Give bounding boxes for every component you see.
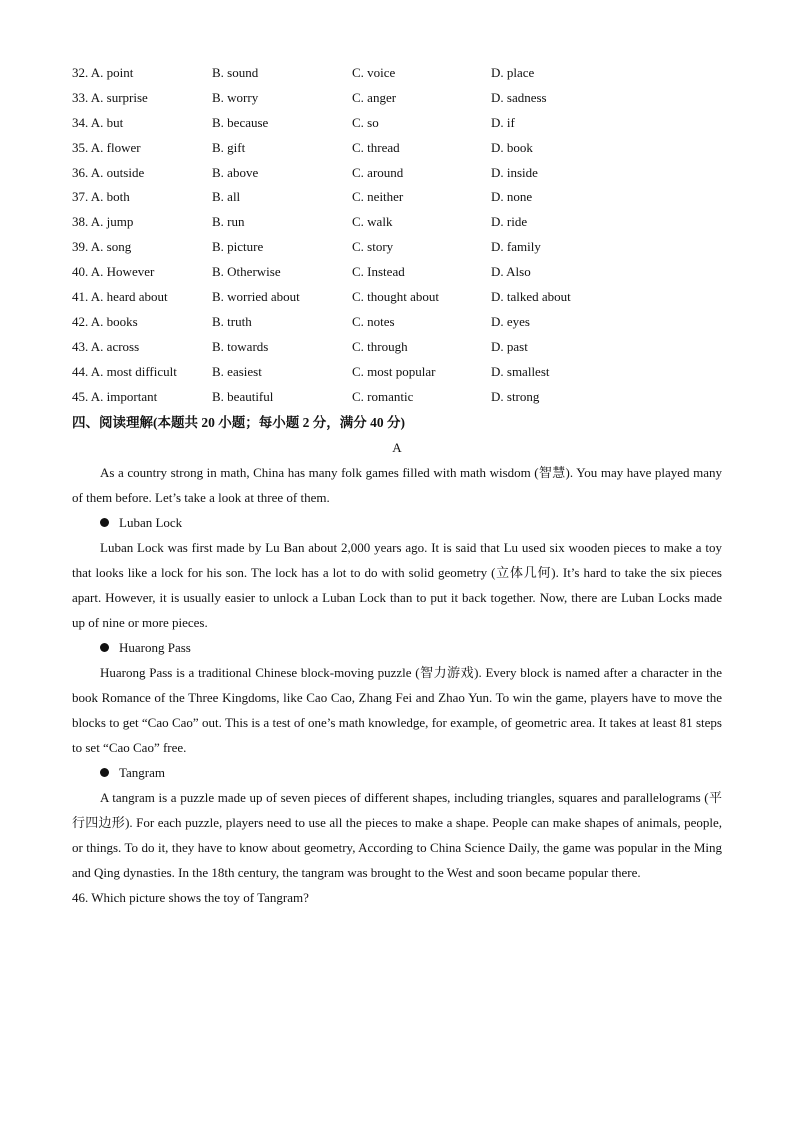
- option-d: D. book: [491, 139, 533, 155]
- luban-heading: [72, 510, 722, 535]
- option-row-40: [72, 260, 732, 285]
- option-row-32: [72, 61, 732, 86]
- option-c: C. anger: [352, 89, 397, 105]
- option-d: D. family: [491, 239, 541, 255]
- option-a: 35. A. flower: [72, 139, 141, 155]
- option-a: 38. A. jump: [72, 214, 134, 230]
- option-row-35: [72, 136, 732, 161]
- option-row-36: [72, 161, 732, 186]
- option-a: 44. A. most difficult: [72, 363, 177, 379]
- option-d: D. smallest: [491, 363, 550, 379]
- option-d: D. sadness: [491, 89, 547, 105]
- option-a: 42. A. books: [72, 313, 138, 329]
- option-a: 36. A. outside: [72, 164, 145, 180]
- option-row-39: [72, 235, 732, 260]
- option-a: 34. A. but: [72, 114, 124, 130]
- bullet-icon: [100, 518, 109, 527]
- option-a: 32. A. point: [72, 65, 134, 80]
- option-b: B. Otherwise: [212, 264, 281, 280]
- option-d: D. none: [491, 189, 533, 205]
- tangram-heading: [72, 760, 722, 785]
- cloze-options-list: [72, 61, 732, 409]
- option-b: B. truth: [212, 313, 252, 329]
- option-c: C. notes: [352, 313, 395, 329]
- option-d: D. ride: [491, 214, 528, 230]
- option-c: C. walk: [352, 214, 393, 230]
- option-a: 33. A. surprise: [72, 89, 148, 105]
- option-b: B. sound: [212, 65, 259, 80]
- option-row-43: [72, 335, 732, 360]
- option-d: D. inside: [491, 164, 538, 180]
- option-b: B. beautiful: [212, 388, 274, 404]
- heading-text: Huarong Pass: [119, 640, 191, 655]
- reading-passage: [72, 460, 722, 910]
- option-row-33: [72, 86, 732, 111]
- option-b: B. towards: [212, 338, 269, 354]
- option-b: B. all: [212, 189, 241, 205]
- tangram-paragraph: A tangram is a puzzle made up of seven pieces of different shapes, including triangles, squares and parallelograms (平行四边形). For each puzzle, players need to use all the pieces to make a shape. People can make shapes of animals, people, or things. To do it, they have to know about geometry, According to China Science Daily, the game was popular in the Ming and Qing dynasties. In the 18th century, the tangram was brought to the West and soon became popular there.: [72, 790, 722, 880]
- option-d: D. talked about: [491, 289, 571, 305]
- heading-text: Tangram: [119, 765, 166, 780]
- option-a: 37. A. both: [72, 189, 130, 205]
- huarong-heading: [72, 635, 722, 660]
- option-a: 40. A. However: [72, 264, 155, 280]
- section-title: 四、阅读理解(本题共 20 小题；每小题 2 分，满分 40 分): [72, 415, 405, 430]
- option-b: B. worry: [212, 89, 259, 105]
- option-row-41: [72, 285, 732, 310]
- option-c: C. romantic: [352, 388, 414, 404]
- option-d: D. past: [491, 338, 528, 354]
- option-c: C. voice: [352, 65, 396, 80]
- option-b: B. easiest: [212, 363, 262, 379]
- option-row-38: [72, 210, 732, 235]
- option-b: B. picture: [212, 239, 264, 255]
- option-d: D. strong: [491, 388, 540, 404]
- intro-paragraph: As a country strong in math, China has many folk games filled with math wisdom (智慧). You may have played many of them before. Let’s take a look at three of them.: [72, 465, 722, 505]
- option-c: C. so: [352, 114, 379, 130]
- option-b: B. run: [212, 214, 245, 230]
- option-row-37: [72, 185, 732, 210]
- passage-label: A: [392, 440, 402, 455]
- option-c: C. story: [352, 239, 394, 255]
- option-row-42: [72, 310, 732, 335]
- option-b: B. gift: [212, 139, 246, 155]
- option-a: 39. A. song: [72, 239, 132, 255]
- bullet-icon: [100, 643, 109, 652]
- option-c: C. Instead: [352, 264, 405, 280]
- option-c: C. neither: [352, 189, 404, 205]
- option-d: D. if: [491, 114, 515, 130]
- option-row-45: [72, 385, 732, 410]
- huarong-paragraph: Huarong Pass is a traditional Chinese block-moving puzzle (智力游戏). Every block is named after a character in the book Romance of the Three Kingdoms, like Cao Cao, Zhang Fei and Zhao Yun. To win the game, players have to move the blocks to get “Cao Cao” out. This is a test of one’s math knowledge, for example, of geometric area. It takes at least 81 steps to set “Cao Cao” free.: [72, 665, 722, 755]
- question-46: 46. Which picture shows the toy of Tangram?: [72, 890, 309, 905]
- option-a: 43. A. across: [72, 338, 140, 354]
- option-b: B. worried about: [212, 289, 300, 305]
- option-row-44: [72, 360, 732, 385]
- option-b: B. because: [212, 114, 269, 130]
- option-b: B. above: [212, 164, 259, 180]
- option-c: C. thread: [352, 139, 400, 155]
- option-c: C. around: [352, 164, 404, 180]
- option-d: D. Also: [491, 264, 531, 280]
- luban-paragraph: Luban Lock was first made by Lu Ban about 2,000 years ago. It is said that Lu used six wooden pieces to make a toy that looks like a lock for his son. The lock has a lot to do with solid geometry (立体几何). It’s hard to take the six pieces apart. However, it is usually easier to unlock a Luban Lock than to put it back together. Now, there are Luban Locks made up of nine or more pieces.: [72, 540, 722, 630]
- option-d: D. place: [491, 65, 535, 80]
- heading-text: Luban Lock: [119, 515, 183, 530]
- option-a: 41. A. heard about: [72, 289, 168, 305]
- option-d: D. eyes: [491, 313, 530, 329]
- option-row-34: [72, 111, 732, 136]
- option-c: C. through: [352, 338, 408, 354]
- option-a: 45. A. important: [72, 388, 158, 404]
- bullet-icon: [100, 768, 109, 777]
- option-c: C. thought about: [352, 289, 440, 305]
- option-c: C. most popular: [352, 363, 436, 379]
